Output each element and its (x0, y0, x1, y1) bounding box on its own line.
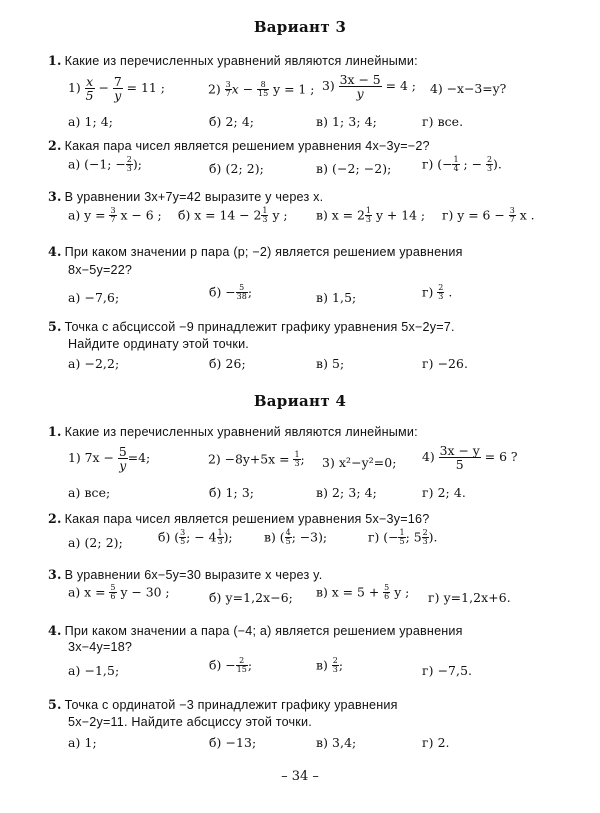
v3-q1-text (48, 53, 418, 68)
v3-q1-eq3: 3) $\frac{3x - 5}{y}$ = 4 ; (322, 72, 416, 102)
v4-q1-eq2: 2) −8y+5x = $\frac{1}{3}$ ; (208, 450, 305, 469)
v4-q1-answer-c: в) 2; 3; 4; (316, 485, 377, 500)
v3-q1-answer-b: б) 2; 4; (209, 114, 255, 129)
v4-q3-text: 3. В уравнении 6x−5y=30 выразите x через y. (48, 567, 323, 582)
v3-q1-eq2: 2) $\frac{3}{7}$ x − $\frac{8}{15}$ y = 1 ; (208, 80, 315, 99)
v3-q3-answer-b: б) x = 14 − 2 $\frac{1}{3}$ y ; (178, 206, 288, 225)
v4-q4-answer-a: а) −1,5; (68, 663, 120, 678)
v3-q5-answer-b: б) 26; (209, 356, 246, 371)
v3-q4-text: 4. При каком значении p пара (p; −2) является решением уравнения (48, 244, 463, 259)
v4-q3-answer-d: г) y=1,2x+6. (428, 590, 511, 605)
v3-q2-answer-a: а) (−1; − $\frac{2}{3}$ ); (68, 155, 142, 174)
v4-q1-eq3: 3) x²−y²=0; (322, 455, 397, 470)
v3-q4-text-2: 8x−5y=22? (68, 263, 133, 277)
v4-q2-answer-d: г) (− $\frac{1}{5}$ ; 5 $\frac{2}{3}$ ). (368, 528, 438, 547)
v3-q4-answer-d: г) $\frac{2}{3}$ . (422, 283, 453, 302)
v3-q3-answer-c: в) x = 2 $\frac{1}{3}$ y + 14 ; (316, 206, 426, 225)
v4-q4-answer-b: б) − $\frac{2}{15}$ ; (209, 656, 252, 675)
v4-q1-eq1: 1) 7x − $\frac{5}{y}$ =4; (68, 444, 151, 474)
v3-q5-answer-d: г) −26. (422, 356, 469, 371)
v4-q5-answer-c: в) 3,4; (316, 735, 357, 750)
v3-q4-answer-c: в) 1,5; (316, 290, 357, 305)
v3-q1-answer-a: а) 1; 4; (68, 114, 114, 129)
v3-q5-text: 5. Точка с абсциссой −9 принадлежит графику уравнения 5x−2y=7. (48, 319, 455, 334)
v4-q2-answer-c: в) ( $\frac{4}{5}$ ; −3); (264, 528, 328, 547)
v4-q1-answer-a: а) все; (68, 485, 111, 500)
v3-q2-answer-c: в) (−2; −2); (316, 161, 392, 176)
v3-q5-answer-a: а) −2,2; (68, 356, 120, 371)
v3-q5-text-2: Найдите ординату этой точки. (68, 337, 250, 351)
v3-q4-answer-b: б) − $\frac{5}{38}$ ; (209, 283, 252, 302)
v4-q2-answer-a: а) (2; 2); (68, 535, 123, 550)
v4-q2-text: 2. Какая пара чисел является решением уравнения 5x−3y=16? (48, 511, 430, 526)
v4-q5-answer-d: г) 2. (422, 735, 450, 750)
v3-q1-answer-d: г) все. (422, 114, 464, 129)
v3-q2-answer-b: б) (2; 2); (209, 161, 264, 176)
v3-q3-answer-a: а) y = $\frac{3}{7}$ x − 6 ; (68, 206, 162, 225)
v4-q1-answer-b: б) 1; 3; (209, 485, 255, 500)
v4-q5-text-2: 5x−2y=11. Найдите абсциссу этой точки. (68, 715, 312, 729)
v4-q5-answer-a: а) 1; (68, 735, 97, 750)
v3-q3-answer-d: г) y = 6 − $\frac{3}{7}$ x . (442, 206, 535, 225)
variant-3-title: Вариант 3 (253, 18, 347, 36)
v3-q1-answer-c: в) 1; 3; 4; (316, 114, 377, 129)
v4-q1-text: 1. Какие из перечисленных уравнений являются линейными: (48, 424, 418, 439)
v4-q4-text-2: 3x−4y=18? (68, 640, 133, 654)
v4-q4-answer-c: в) $\frac{2}{3}$ ; (316, 656, 344, 675)
v3-q1-body: Какие из перечисленных уравнений являются линейными: (64, 54, 418, 68)
v4-q3-answer-c: в) x = 5 + $\frac{5}{6}$ y ; (316, 583, 410, 602)
v4-q5-answer-b: б) −13; (209, 735, 257, 750)
v4-q1-eq4: 4) $\frac{3x - y}{5}$ = 6 ? (422, 443, 518, 473)
v3-q4-answer-a: а) −7,6; (68, 290, 120, 305)
v4-q2-answer-b: б) ( $\frac{3}{5}$ ; − 4 $\frac{1}{3}$ ); (158, 528, 233, 547)
v3-q3-text: 3. В уравнении 3x+7y=42 выразите y через x. (48, 189, 324, 204)
v3-q1-number: 1. (48, 53, 62, 68)
v3-q2-answer-d: г) (− $\frac{1}{4}$ ; − $\frac{2}{3}$ ). (422, 155, 502, 174)
v4-q1-answer-d: г) 2; 4. (422, 485, 466, 500)
page-number: – 34 – (281, 769, 319, 784)
v3-q1-eq1: 1) $\frac{x}{5}$ − $\frac{7}{y}$ = 11 ; (68, 74, 165, 104)
v3-q5-answer-c: в) 5; (316, 356, 345, 371)
v4-q5-text: 5. Точка с ординатой −3 принадлежит графику уравнения (48, 697, 398, 712)
v4-q3-answer-b: б) y=1,2x−6; (209, 590, 293, 605)
v3-q1-eq4: 4) −x−3=y? (430, 81, 507, 96)
v4-q3-answer-a: а) x = $\frac{5}{6}$ y − 30 ; (68, 583, 170, 602)
v4-q4-text: 4. При каком значении a пара (−4; a) является решением уравнения (48, 623, 463, 638)
v4-q4-answer-d: г) −7,5. (422, 663, 473, 678)
variant-4-title: Вариант 4 (253, 392, 347, 410)
v3-q2-text: 2. Какая пара чисел является решением уравнения 4x−3y=−2? (48, 138, 430, 153)
